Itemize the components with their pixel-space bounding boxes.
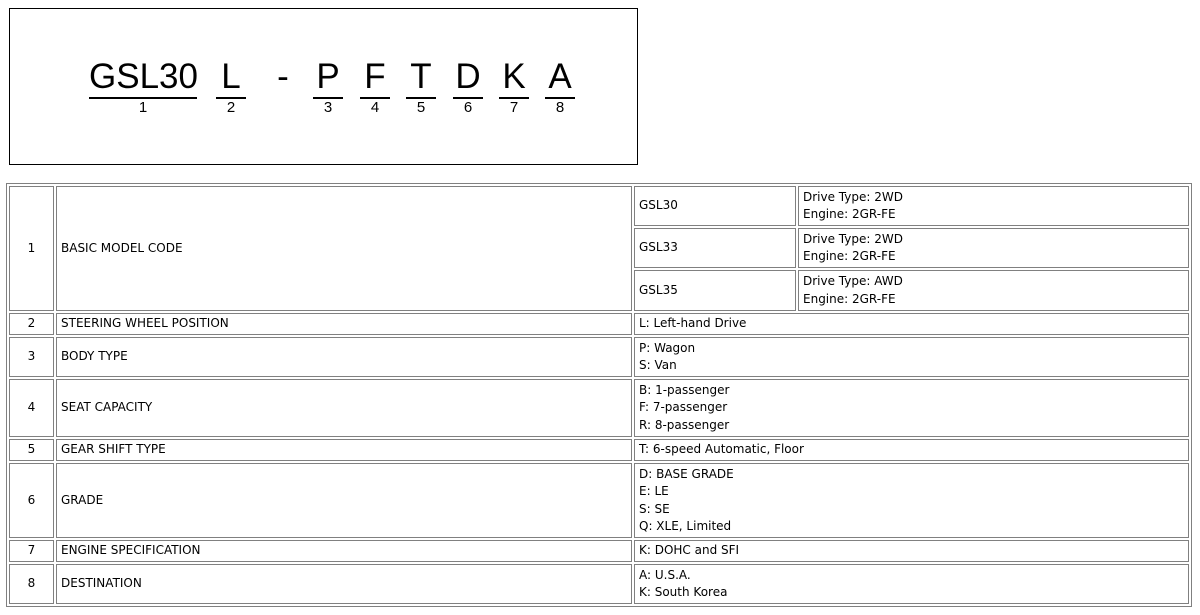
value-line: S: SE: [639, 501, 670, 516]
table-row-name: ENGINE SPECIFICATION: [56, 540, 632, 562]
code-segment-number: 8: [555, 99, 565, 116]
value-line: L: Left-hand Drive: [639, 316, 747, 331]
code-segment-char: A: [548, 57, 572, 96]
sub-desc-line: Drive Type: 2WD: [803, 231, 903, 246]
code-segment-char: L: [221, 57, 241, 96]
sub-desc-line: Engine: 2GR-FE: [803, 291, 896, 306]
value-line: K: South Korea: [639, 585, 728, 599]
table-row-values: [634, 564, 1189, 604]
table-row-number: 2: [9, 313, 54, 335]
code-segment-4: [360, 59, 390, 116]
table-row-name: GRADE: [56, 463, 632, 538]
table-row-name: SEAT CAPACITY: [56, 379, 632, 437]
code-segment-char: D: [455, 57, 481, 96]
code-segment-number: 7: [509, 99, 519, 116]
value-line: T: 6-speed Automatic, Floor: [639, 442, 804, 457]
table-row-number: 5: [9, 439, 54, 461]
value-line: E: LE: [639, 484, 669, 498]
value-line: K: DOHC and SFI: [639, 543, 740, 558]
code-segment-char: GSL30: [89, 57, 198, 96]
table-row-values: [634, 540, 1189, 562]
model-code-table: [6, 183, 1192, 607]
code-segment-number: 3: [323, 99, 333, 116]
code-segment-6: [453, 59, 483, 116]
table-row-name: STEERING WHEEL POSITION: [56, 313, 632, 335]
code-segment-number: 6: [463, 99, 473, 116]
code-segment-5: [406, 59, 436, 116]
table-row-number: 4: [9, 379, 54, 437]
sub-desc-line: Engine: 2GR-FE: [803, 249, 896, 263]
table-row-name: BASIC MODEL CODE: [56, 186, 632, 311]
value-line: R: 8-passenger: [639, 417, 730, 432]
sub-code: GSL30: [634, 186, 796, 226]
code-segment-char: P: [316, 57, 340, 96]
code-dash: -: [277, 57, 289, 96]
code-segment-7: [499, 59, 529, 116]
table-row-name: GEAR SHIFT TYPE: [56, 439, 632, 461]
code-segment-number: 1: [138, 99, 148, 116]
code-segment-1: [89, 59, 197, 116]
value-line: Q: XLE, Limited: [639, 519, 732, 533]
sub-desc-line: Drive Type: 2WD: [803, 189, 903, 204]
code-segment-3: [313, 59, 343, 116]
table-row-name: DESTINATION: [56, 564, 632, 604]
value-line: S: Van: [639, 358, 677, 372]
value-line: B: 1-passenger: [639, 382, 730, 397]
sub-desc: [798, 186, 1189, 226]
code-segment-number: 5: [416, 99, 426, 116]
code-segment-number: 2: [226, 99, 236, 116]
table-row-number: 3: [9, 337, 54, 377]
value-line: A: U.S.A.: [639, 567, 691, 582]
table-row-number: 1: [9, 186, 54, 311]
sub-desc-line: Engine: 2GR-FE: [803, 207, 896, 221]
code-segment-char: F: [364, 57, 386, 96]
value-line: D: BASE GRADE: [639, 466, 734, 481]
table-row-number: 8: [9, 564, 54, 604]
sub-desc: [798, 228, 1189, 268]
table-row-number: 6: [9, 463, 54, 538]
value-line: P: Wagon: [639, 340, 696, 355]
code-segment-char: K: [502, 57, 526, 96]
table-row-name: BODY TYPE: [56, 337, 632, 377]
table-row-values: [634, 313, 1189, 335]
sub-desc-line: Drive Type: AWD: [803, 274, 903, 288]
code-segment-char: T: [410, 57, 432, 96]
table-row-values: [634, 337, 1189, 377]
model-code-diagram: [9, 8, 638, 165]
sub-desc: [798, 270, 1189, 311]
value-line: F: 7-passenger: [639, 400, 728, 415]
sub-code: GSL35: [634, 270, 796, 311]
table-row-values: [634, 463, 1189, 538]
sub-code: GSL33: [634, 228, 796, 268]
table-row-values: [634, 379, 1189, 437]
table-row-values: [634, 439, 1189, 461]
code-segment-8: [545, 59, 575, 116]
code-segment-2: [216, 59, 246, 116]
code-segment-number: 4: [370, 99, 380, 116]
table-row-number: 7: [9, 540, 54, 562]
